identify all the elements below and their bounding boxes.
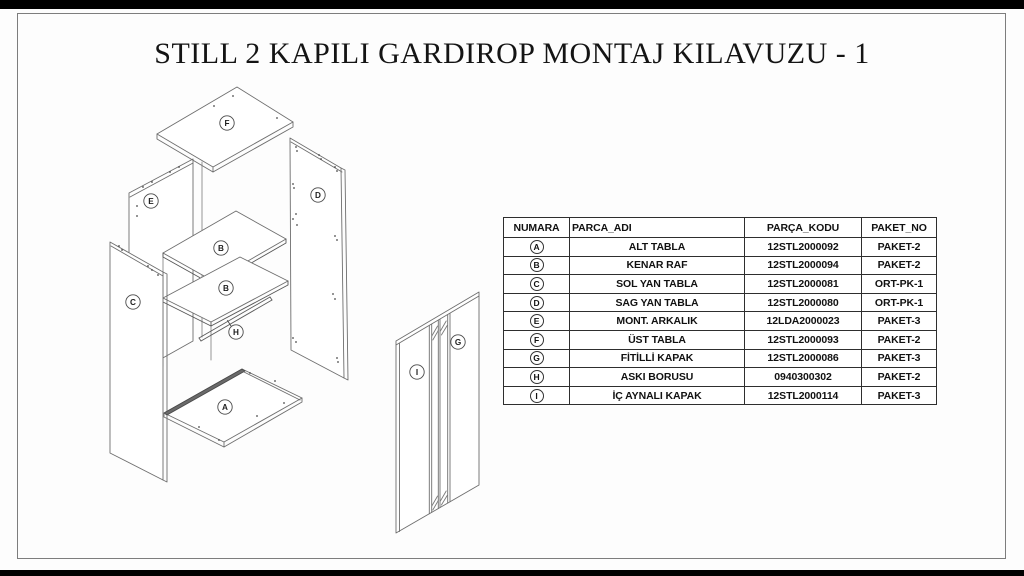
col-header-paket-no: PAKET_NO — [862, 218, 937, 238]
part-name: MONT. ARKALIK — [570, 312, 745, 331]
part-letter-badge: I — [530, 389, 544, 403]
table-row — [504, 293, 937, 312]
parts-table-header-row — [504, 218, 937, 238]
part-letter-badge: E — [530, 314, 544, 328]
part-paket: PAKET-2 — [862, 368, 937, 387]
part-name: SAG YAN TABLA — [570, 293, 745, 312]
part-code: 12STL2000081 — [745, 275, 862, 294]
label-B-lower: B — [223, 284, 229, 293]
table-row — [504, 238, 937, 257]
part-paket: PAKET-3 — [862, 312, 937, 331]
part-code: 12STL2000094 — [745, 256, 862, 275]
table-row — [504, 349, 937, 368]
part-name: ÜST TABLA — [570, 330, 745, 349]
part-paket: PAKET-3 — [862, 386, 937, 405]
part-name: ASKI BORUSU — [570, 368, 745, 387]
part-name: ALT TABLA — [570, 238, 745, 257]
part-letter-badge: B — [530, 258, 544, 272]
part-name: İÇ AYNALI KAPAK — [570, 386, 745, 405]
part-right-side-panel — [290, 138, 348, 380]
label-D: D — [315, 191, 321, 200]
part-doors — [396, 292, 479, 533]
part-letter-badge: F — [530, 333, 544, 347]
part-paket: PAKET-2 — [862, 238, 937, 257]
part-paket: ORT-PK-1 — [862, 293, 937, 312]
table-row — [504, 256, 937, 275]
part-name: SOL YAN TABLA — [570, 275, 745, 294]
col-header-numara: NUMARA — [504, 218, 570, 238]
part-letter-badge: C — [530, 277, 544, 291]
part-paket: ORT-PK-1 — [862, 275, 937, 294]
part-code: 12STL2000093 — [745, 330, 862, 349]
table-row — [504, 275, 937, 294]
part-code: 12STL2000086 — [745, 349, 862, 368]
label-G: G — [454, 338, 462, 347]
part-letter-badge: D — [530, 296, 544, 310]
table-row — [504, 312, 937, 331]
table-row — [504, 330, 937, 349]
part-paket: PAKET-3 — [862, 349, 937, 368]
part-name: FİTİLLİ KAPAK — [570, 349, 745, 368]
col-header-parca-adi: PARCA_ADI — [570, 218, 745, 238]
label-H: H — [233, 328, 239, 337]
part-code: 12STL2000080 — [745, 293, 862, 312]
part-code: 12LDA2000023 — [745, 312, 862, 331]
label-E: E — [148, 197, 154, 206]
part-code: 0940300302 — [745, 368, 862, 387]
label-F: F — [224, 119, 230, 128]
col-header-parca-kodu: PARÇA_KODU — [745, 218, 862, 238]
part-code: 12STL2000114 — [745, 386, 862, 405]
part-letter-badge: H — [530, 370, 544, 384]
part-letter-badge: G — [530, 351, 544, 365]
table-row — [504, 368, 937, 387]
label-B-upper: B — [218, 244, 224, 253]
table-row — [504, 386, 937, 405]
part-paket: PAKET-2 — [862, 256, 937, 275]
part-left-side-panel — [110, 242, 167, 482]
label-A: A — [222, 403, 228, 412]
part-code: 12STL2000092 — [745, 238, 862, 257]
label-C: C — [130, 298, 136, 307]
part-letter-badge: A — [530, 240, 544, 254]
page-title: STILL 2 KAPILI GARDIROP MONTAJ KILAVUZU - 1 — [154, 37, 870, 70]
part-bottom-panel — [164, 369, 302, 447]
label-I: I — [415, 368, 419, 377]
parts-table — [503, 217, 937, 405]
part-name: KENAR RAF — [570, 256, 745, 275]
part-paket: PAKET-2 — [862, 330, 937, 349]
